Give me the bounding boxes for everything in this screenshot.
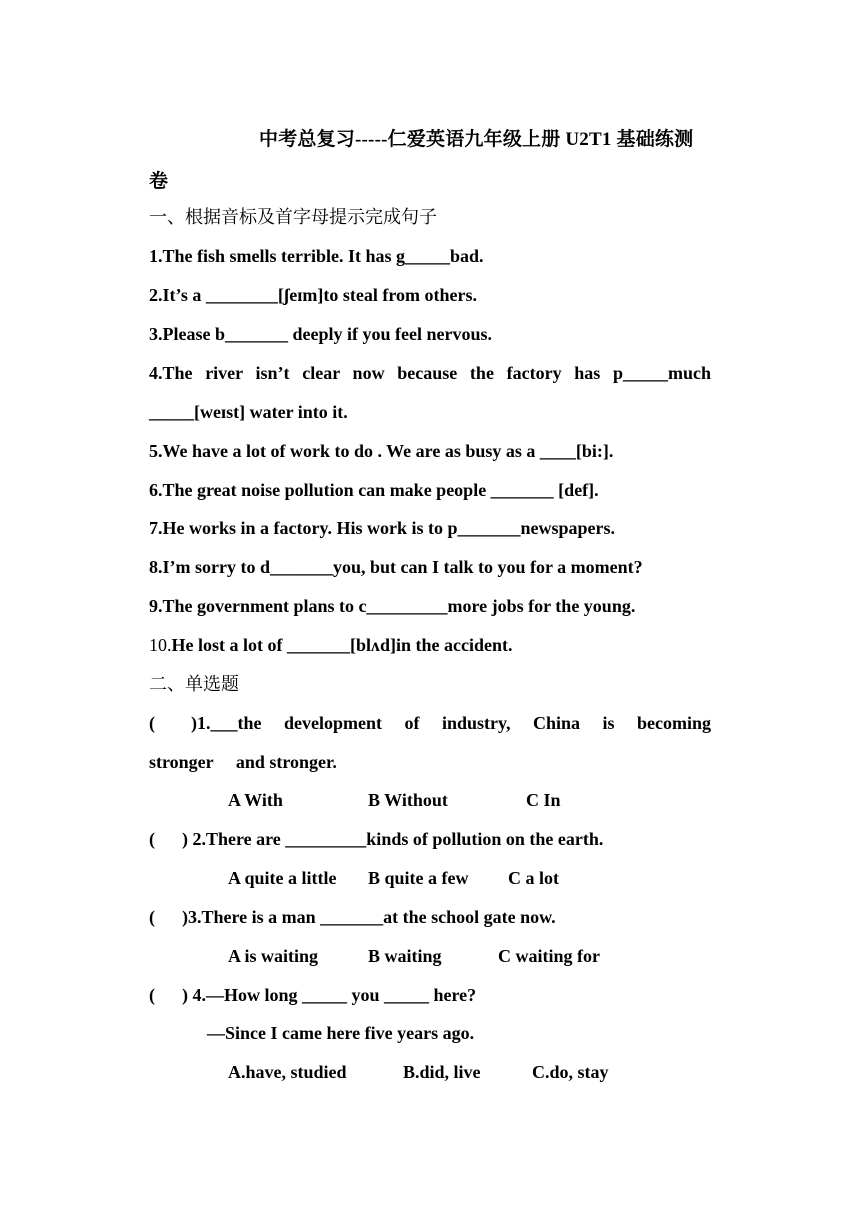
mc-q2-option-b: B quite a few	[368, 868, 469, 888]
mc-q1-word: is	[602, 713, 615, 733]
section-1-heading: 一、根据音标及首字母提示完成句子	[149, 207, 437, 227]
question-1-7: 7.He works in a factory. His work is to p_______newspapers.	[149, 518, 616, 538]
question-1-2: 2.It’s a ________[ʃeɪm]to steal from others.	[149, 285, 478, 305]
mc-q4-option-a: A.have, studied	[228, 1062, 347, 1082]
mc-question-1	[149, 711, 711, 735]
mc-q1-option-a: A With	[228, 790, 283, 810]
question-1-10	[149, 633, 711, 657]
mc-q2-option-c: C a lot	[508, 868, 559, 888]
mc-q3-option-c: C waiting for	[498, 946, 600, 966]
question-1-9: 9.The government plans to c_________more jobs for the young.	[149, 596, 636, 616]
question-1-6: 6.The great noise pollution can make people _______ [def].	[149, 480, 599, 500]
mc-q1-word: becoming	[636, 713, 711, 733]
question-1-10-text: He lost a lot of _______[blʌd]in the accident.	[171, 635, 513, 655]
mc-q1-word: industry,	[441, 713, 511, 733]
question-1-1: 1.The fish smells terrible. It has g_____bad.	[149, 246, 484, 266]
question-1-10-number: 10.	[149, 635, 172, 655]
question-1-4-continued: _____[weɪst] water into it.	[149, 402, 348, 422]
section-2-heading: 二、单选题	[149, 674, 239, 694]
question-1-3: 3.Please b_______ deeply if you feel nervous.	[149, 324, 492, 344]
mc-q1-word: development	[283, 713, 382, 733]
mc-q1-word: ( )1.___the	[149, 713, 262, 733]
mc-q3-option-b: B waiting	[368, 946, 442, 966]
mc-q4-option-c: C.do, stay	[532, 1062, 609, 1082]
mc-q1-option-c: C In	[526, 790, 561, 810]
question-1-8: 8.I’m sorry to d_______you, but can I talk to you for a moment?	[149, 557, 643, 577]
mc-q2-option-a: A quite a little	[228, 868, 337, 888]
mc-q1-word: of	[404, 713, 420, 733]
mc-q4-answer: —Since I came here five years ago.	[207, 1023, 475, 1043]
mc-q1-option-b: B Without	[368, 790, 448, 810]
mc-question-4: ( ) 4.—How long _____ you _____ here?	[149, 985, 477, 1005]
mc-q4-option-b: B.did, live	[403, 1062, 481, 1082]
page-title-continued: 卷	[149, 171, 169, 192]
mc-question-3: ( )3.There is a man _______at the school gate now.	[149, 907, 556, 927]
mc-question-1-continued: stronger and stronger.	[149, 752, 337, 772]
question-1-5: 5.We have a lot of work to do . We are as busy as a ____[bi:].	[149, 441, 614, 461]
question-1-4: 4.The river isn’t clear now because the factory has p_____much	[149, 363, 711, 383]
mc-q3-option-a: A is waiting	[228, 946, 319, 966]
mc-q1-word: China	[532, 713, 580, 733]
mc-question-2: ( ) 2.There are _________kinds of pollution on the earth.	[149, 829, 604, 849]
page-title: 中考总复习-----仁爱英语九年级上册 U2T1 基础练测	[259, 129, 694, 150]
